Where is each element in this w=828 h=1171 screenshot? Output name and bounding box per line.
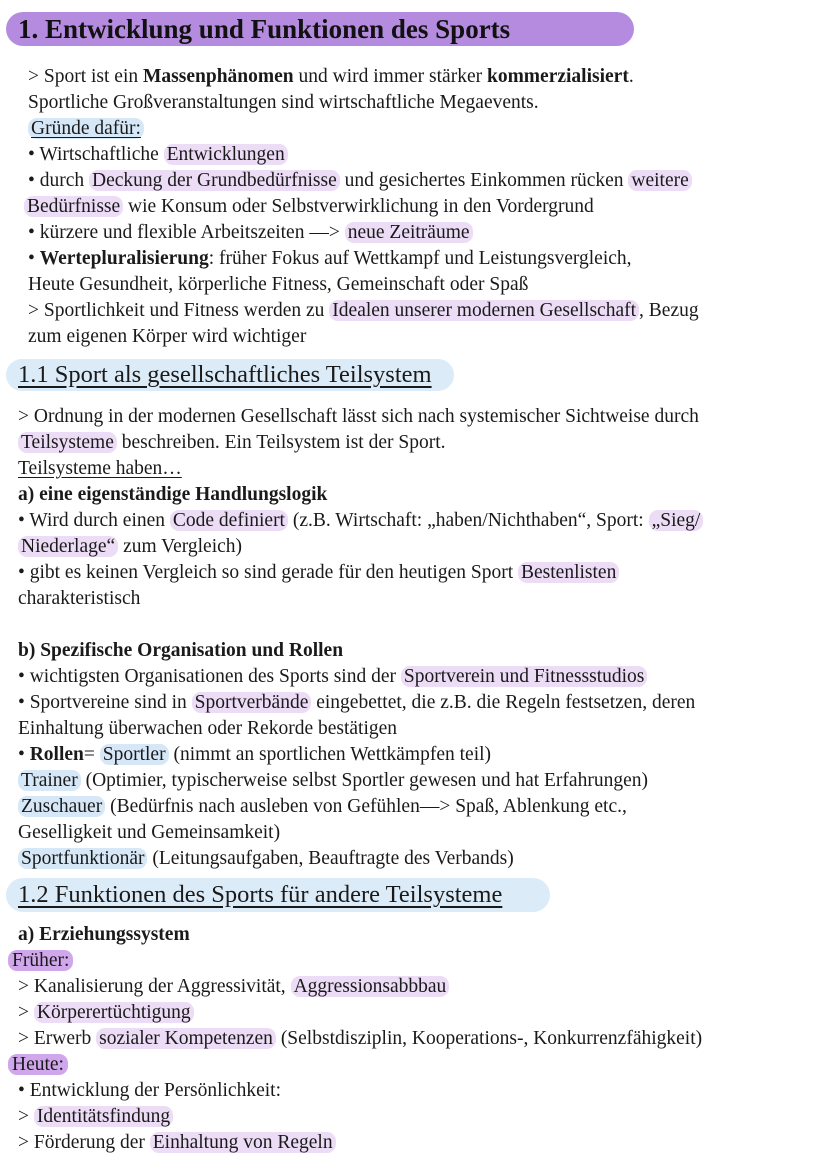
list-item: Zuschauer (Bedürfnis nach ausleben von Gefühlen—> Spaß, Ablenkung etc., [18, 794, 627, 820]
intro-line: zum eigenen Körper wird wichtiger [28, 326, 307, 347]
reason-item: • kürzere und flexible Arbeitszeiten —> neue Zeiträume [28, 220, 473, 246]
list-item: • Rollen= Sportler (nimmt an sportlichen Wettkämpfen teil) [18, 744, 492, 765]
page-title: 1. Entwicklung und Funktionen des Sports [18, 14, 511, 44]
list-item: Geselligkeit und Gemeinsamkeit) [18, 822, 281, 843]
paragraph-line: Teilsysteme beschreiben. Ein Teilsystem ist der Sport. [18, 430, 446, 456]
subheading: a) Erziehungssystem [18, 924, 190, 945]
list-item: Einhaltung überwachen oder Rekorde bestätigen [18, 718, 398, 739]
intro-line: > Sportlichkeit und Fitness werden zu Idealen unserer modernen Gesellschaft , Bezug [28, 300, 699, 321]
list-item: Sportfunktionär (Leitungsaufgaben, Beauftragte des Verbands) [18, 846, 514, 872]
label-frueher: Früher: [8, 948, 73, 974]
reason-item: Bedürfnisse wie Konsum oder Selbstverwirklichung in den Vordergrund [24, 194, 594, 220]
subheading: a) eine eigenständige Handlungslogik [18, 484, 328, 505]
section-heading: 1.2 Funktionen des Sports für andere Teilsysteme [18, 881, 503, 908]
list-item: > Kanalisierung der Aggressivität, Aggressionsabbbau [18, 974, 449, 1000]
paragraph-line: > Ordnung in der modernen Gesellschaft lässt sich nach systemischer Sichtweise durch [18, 406, 699, 427]
reason-item: • durch Deckung der Grundbedürfnisse und gesichertes Einkommen rücken weitere [28, 168, 692, 194]
list-item: > Erwerb sozialer Kompetenzen (Selbstdisziplin, Kooperations-, Konkurrenzfähigkeit) [18, 1028, 703, 1049]
subheading-label: Teilsysteme haben… [18, 458, 182, 479]
reason-item: • Wertepluralisierung: früher Fokus auf Wettkampf und Leistungsvergleich, [28, 248, 632, 269]
intro-line: Sportliche Großveranstaltungen sind wirtschaftliche Megaevents. [28, 92, 539, 113]
section-heading: 1.1 Sport als gesellschaftliches Teilsystem [18, 361, 432, 388]
list-item: > Identitätsfindung [18, 1104, 173, 1130]
list-item: Niederlage“ zum Vergleich) [18, 534, 242, 560]
list-item: Trainer (Optimier, typischerweise selbst Sportler gewesen und hat Erfahrungen) [18, 768, 648, 794]
list-item: > Körperertüchtigung [18, 1000, 194, 1026]
list-item: • Wird durch einen Code definiert (z.B. Wirtschaft: „haben/Nichthaben“, Sport: „Sieg/ [18, 508, 703, 534]
list-item: • gibt es keinen Vergleich so sind gerade für den heutigen Sport Bestenlisten [18, 560, 619, 586]
subheading: b) Spezifische Organisation und Rollen [18, 640, 344, 661]
reason-item: Heute Gesundheit, körperliche Fitness, Gemeinschaft oder Spaß [28, 274, 529, 295]
reasons-label: Gründe dafür: [28, 116, 144, 142]
list-item: > Förderung der Einhaltung von Regeln [18, 1130, 336, 1156]
reason-item: • Wirtschaftliche Entwicklungen [28, 142, 288, 168]
list-item: charakteristisch [18, 588, 141, 609]
intro-line: > Sport ist ein Massenphänomen und wird immer stärker kommerzialisiert. [28, 66, 634, 87]
list-item: • Sportvereine sind in Sportverbände eingebettet, die z.B. die Regeln festsetzen, deren [18, 692, 696, 713]
label-heute: Heute: [8, 1052, 68, 1078]
list-item: • wichtigsten Organisationen des Sports sind der Sportverein und Fitnessstudios [18, 664, 647, 690]
list-item: • Entwicklung der Persönlichkeit: [18, 1080, 281, 1101]
